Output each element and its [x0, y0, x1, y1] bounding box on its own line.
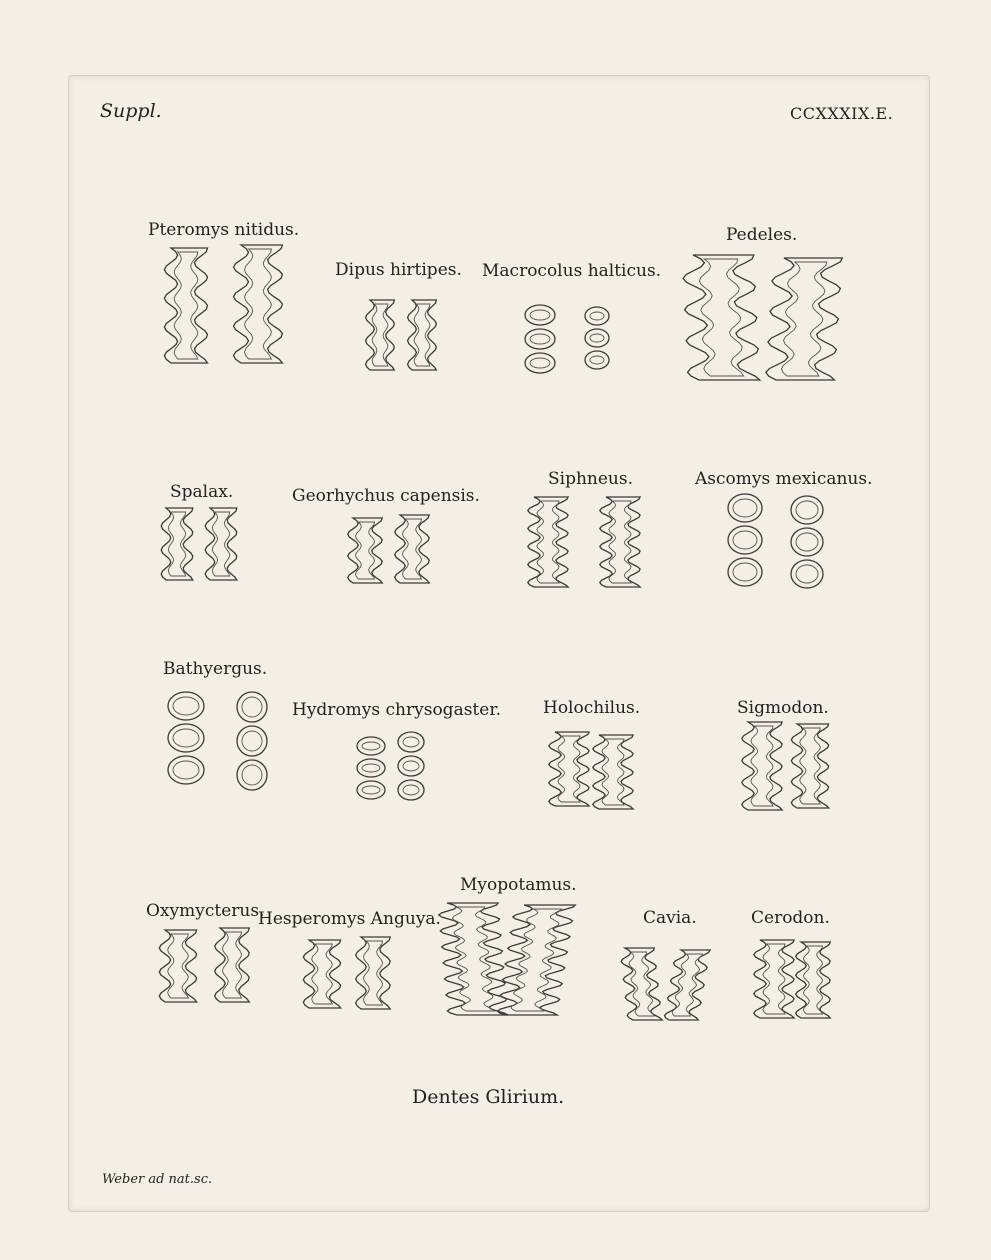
- teeth-myopotamus-right: [497, 905, 575, 1015]
- label-pedeles: Pedeles.: [726, 225, 798, 245]
- teeth-ascomys-right: [791, 496, 823, 588]
- engraver-credit: Weber ad nat.sc.: [102, 1172, 213, 1187]
- teeth-macrocolus-right: [585, 307, 609, 369]
- plate-title: Dentes Glirium.: [412, 1086, 565, 1108]
- label-sigmodon: Sigmodon.: [737, 698, 829, 718]
- label-pteromys-nitidus: Pteromys nitidus.: [148, 220, 300, 240]
- teeth-cerodon-right: [796, 942, 831, 1018]
- teeth-dipus-right: [408, 300, 437, 370]
- label-hesperomys-anguya: Hesperomys Anguya.: [258, 909, 441, 929]
- label-spalax: Spalax.: [170, 482, 234, 502]
- teeth-dipus-left: [366, 300, 395, 370]
- label-siphneus: Siphneus.: [548, 469, 633, 489]
- label-georhychus-capensis: Georhychus capensis.: [292, 486, 480, 506]
- teeth-pteromys-right: [234, 245, 283, 363]
- teeth-holochilus-left: [549, 732, 589, 806]
- label-macrocolus-halticus: Macrocolus halticus.: [482, 261, 662, 281]
- teeth-cavia-left: [621, 948, 662, 1020]
- teeth-sigmodon-right: [791, 724, 828, 808]
- teeth-macrocolus-left: [525, 305, 555, 373]
- supplement-label: Suppl.: [100, 100, 162, 122]
- teeth-siphneus-right: [600, 497, 640, 587]
- plate-number: CCXXXIX.E.: [790, 104, 894, 123]
- teeth-oxymycterus-left: [159, 930, 196, 1002]
- teeth-bathyergus-left: [168, 692, 204, 784]
- teeth-hesperomys-left: [303, 940, 340, 1008]
- label-bathyergus: Bathyergus.: [163, 659, 268, 679]
- teeth-georhychus-right: [395, 515, 430, 583]
- teeth-spalax-left: [161, 508, 193, 580]
- label-dipus-hirtipes: Dipus hirtipes.: [335, 260, 462, 280]
- teeth-pteromys-left: [164, 248, 207, 363]
- teeth-oxymycterus-right: [215, 928, 250, 1002]
- teeth-bathyergus-right: [237, 692, 267, 790]
- teeth-holochilus-right: [593, 735, 633, 809]
- label-holochilus: Holochilus.: [543, 698, 641, 718]
- teeth-georhychus-left: [348, 518, 383, 583]
- label-myopotamus: Myopotamus.: [460, 875, 577, 895]
- teeth-cerodon-left: [754, 940, 794, 1018]
- teeth-spalax-right: [205, 508, 237, 580]
- label-cerodon: Cerodon.: [751, 908, 830, 928]
- label-ascomys-mexicanus: Ascomys mexicanus.: [695, 469, 873, 489]
- teeth-hydromys-right: [398, 732, 424, 800]
- teeth-myopotamus-left: [439, 903, 508, 1015]
- teeth-cavia-right: [665, 950, 711, 1020]
- teeth-siphneus-left: [528, 497, 568, 587]
- teeth-hesperomys-right: [356, 937, 391, 1009]
- teeth-pedeles-right: [766, 258, 843, 380]
- label-oxymycterus: Oxymycterus.: [146, 901, 265, 921]
- teeth-pedeles-left: [683, 255, 760, 380]
- label-cavia: Cavia.: [643, 908, 697, 928]
- teeth-sigmodon-left: [742, 722, 782, 810]
- teeth-ascomys-left: [728, 494, 762, 586]
- teeth-hydromys-left: [357, 737, 385, 799]
- label-hydromys-chrysogaster: Hydromys chrysogaster.: [292, 700, 501, 720]
